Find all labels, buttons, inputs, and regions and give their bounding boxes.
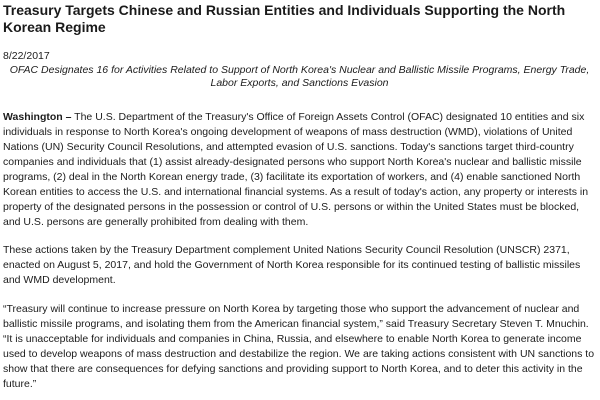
body-paragraph-3: “Treasury will continue to increase pressure on North Korea by targeting those who support the advancement of nuclear and ballistic missile programs, and isolating them from the American financial system,” said Treasury Secretary Steven T. Mnuchin. “It is unacceptable for individuals and companies in China, Russia, and elsewhere to enable North Korea to generate income used to develop weapons of mass destruction and destabilize the region. We are taking actions consistent with UN sanctions to show that there are consequences for defying sanctions and providing support to North Korea, and to deter this activity in the future.” <box>3 303 595 390</box>
body-paragraph-1 <box>3 110 596 230</box>
release-date: 8/22/2017 <box>3 50 50 62</box>
dateline: Washington – <box>3 111 72 123</box>
body-paragraph-2: These actions taken by the Treasury Department complement United Nations Security Council Resolution (UNSCR) 2371, enacted on August 5, 2017, and hold the Government of North Korea responsible for its continued testing of ballistic missiles and WMD development. <box>3 244 581 286</box>
body-paragraph-1-text: The U.S. Department of the Treasury's Office of Foreign Assets Control (OFAC) designated 10 entities and six individuals in response to North Korea's ongoing development of weapons of mass destruction (WMD), violations of United Nations (UN) Security Council Resolutions, and attempted evasion of U.S. sanctions. Today's sanctions target third-country companies and individuals that (1) assist already-designated persons who support North Korea's nuclear and ballistic missile programs, (2) deal in the North Korean energy trade, (3) facilitate its exportation of workers, and (4) enable sanctioned North Korean entities to access the U.S. and international financial systems. As a result of today's action, any property or interests in property of the designated persons in the possession or control of U.S. persons or within the United States must be blocked, and U.S. persons are generally prohibited from dealing with them. <box>3 111 589 228</box>
page-title: Treasury Targets Chinese and Russian Entities and Individuals Supporting the North Korean Regime <box>3 2 566 35</box>
release-subtitle: OFAC Designates 16 for Activities Related to Support of North Korea's Nuclear and Ballistic Missile Programs, Energy Trade, Labor Exports, and Sanctions Evasion <box>9 64 590 89</box>
